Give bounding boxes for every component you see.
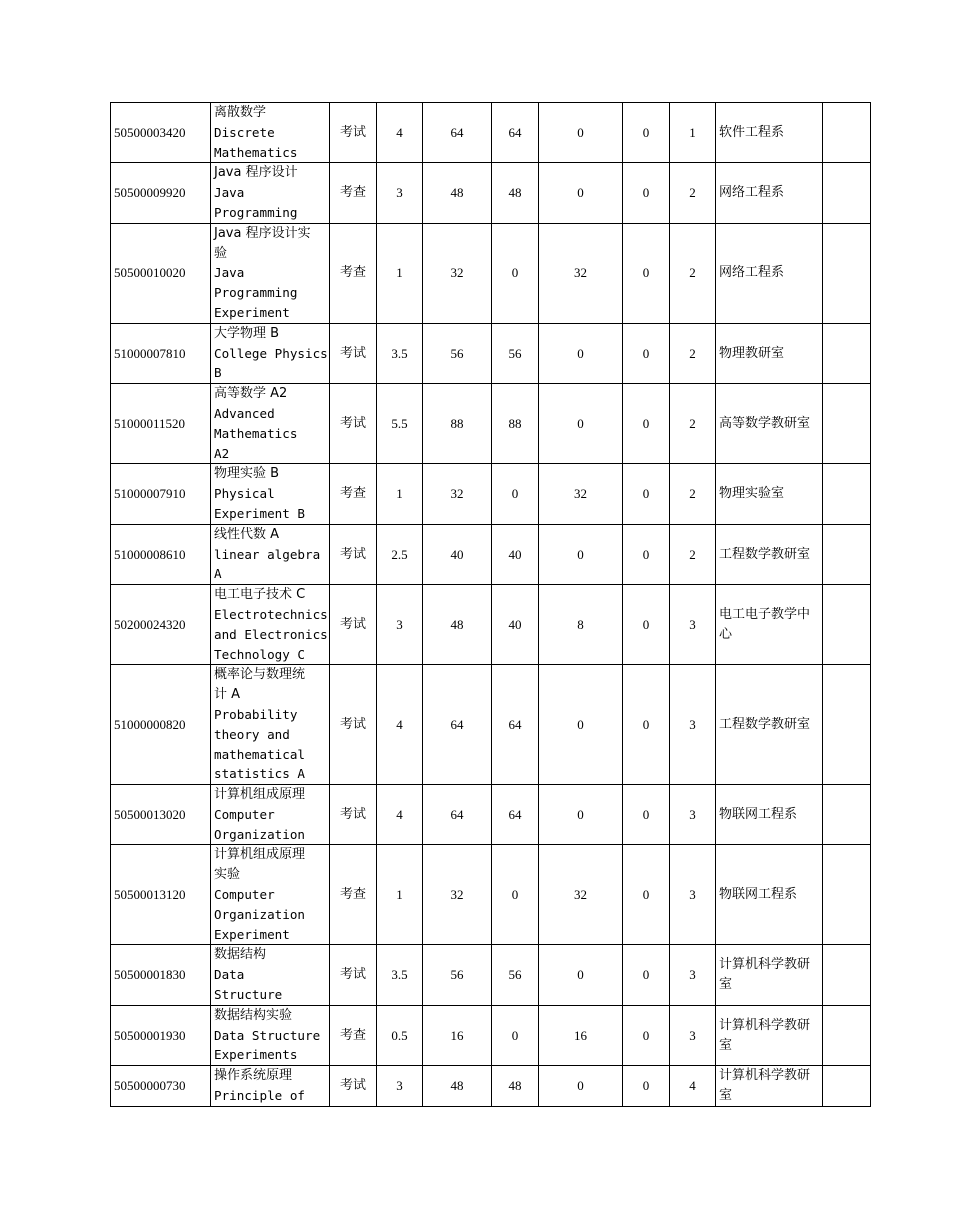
course-name-line: Data (214, 967, 245, 983)
total-hours: 48 (423, 1066, 492, 1107)
course-name-line: statistics A (214, 766, 305, 782)
remark (823, 384, 871, 464)
total-hours: 88 (423, 384, 492, 464)
assessment-type: 考查 (330, 1005, 377, 1065)
course-name-line: Experiments (214, 1047, 298, 1063)
lab-hours: 0 (539, 665, 623, 785)
semester: 1 (670, 103, 716, 163)
total-hours: 40 (423, 524, 492, 584)
lab-hours: 32 (539, 223, 623, 323)
course-name-line: Mathematics (214, 425, 298, 441)
course-code: 50500013020 (111, 785, 211, 845)
other-hours: 0 (623, 323, 670, 383)
credits: 1 (377, 464, 423, 524)
course-name (211, 585, 330, 665)
course-name-line: and Electronics (214, 626, 328, 642)
course-name-line: Experiment (214, 926, 290, 942)
credits: 4 (377, 665, 423, 785)
assessment-type: 考试 (330, 323, 377, 383)
other-hours: 0 (623, 665, 670, 785)
course-name-line: 物理实验 B (214, 466, 280, 482)
assessment-type: 考试 (330, 103, 377, 163)
course-name-line: 概率论与数理统 (214, 667, 306, 683)
course-name-line: Principle of (214, 1088, 305, 1104)
total-hours: 48 (423, 163, 492, 223)
course-row (111, 945, 871, 1005)
course-row (111, 1005, 871, 1065)
course-name-line: Experiment B (214, 505, 305, 521)
lecture-hours: 40 (492, 524, 539, 584)
remark (823, 323, 871, 383)
semester: 3 (670, 945, 716, 1005)
course-row (111, 223, 871, 323)
course-name-line: A (214, 566, 222, 582)
course-name (211, 323, 330, 383)
department: 计算机科学教研室 (716, 1066, 823, 1107)
course-name-line: Computer (214, 806, 275, 822)
department: 网络工程系 (716, 223, 823, 323)
semester: 2 (670, 163, 716, 223)
lecture-hours: 64 (492, 665, 539, 785)
lecture-hours: 0 (492, 845, 539, 945)
assessment-type: 考查 (330, 163, 377, 223)
lab-hours: 0 (539, 384, 623, 464)
credits: 4 (377, 785, 423, 845)
remark (823, 665, 871, 785)
course-code: 51000008610 (111, 524, 211, 584)
course-name (211, 1066, 330, 1107)
credits: 5.5 (377, 384, 423, 464)
lecture-hours: 48 (492, 1066, 539, 1107)
lab-hours: 0 (539, 524, 623, 584)
course-name-line: 电工电子技术 C (214, 587, 306, 603)
credits: 1 (377, 223, 423, 323)
course-name-line: Technology C (214, 646, 305, 662)
course-name-line: Experiment (214, 304, 290, 320)
other-hours: 0 (623, 1066, 670, 1107)
total-hours: 32 (423, 223, 492, 323)
credits: 3.5 (377, 323, 423, 383)
course-name-line: 离散数学 (214, 105, 267, 120)
department: 计算机科学教研室 (716, 945, 823, 1005)
department: 工程数学教研室 (716, 665, 823, 785)
semester: 2 (670, 384, 716, 464)
assessment-type: 考试 (330, 384, 377, 464)
lab-hours: 32 (539, 845, 623, 945)
assessment-type: 考查 (330, 223, 377, 323)
total-hours: 32 (423, 845, 492, 945)
course-code: 50500003420 (111, 103, 211, 163)
course-name (211, 845, 330, 945)
course-name (211, 945, 330, 1005)
course-code: 50500013120 (111, 845, 211, 945)
lecture-hours: 0 (492, 464, 539, 524)
assessment-type: 考试 (330, 524, 377, 584)
assessment-type: 考试 (330, 785, 377, 845)
lab-hours: 0 (539, 163, 623, 223)
lecture-hours: 48 (492, 163, 539, 223)
lecture-hours: 0 (492, 223, 539, 323)
total-hours: 32 (423, 464, 492, 524)
lab-hours: 32 (539, 464, 623, 524)
course-name-line: College Physics (214, 345, 328, 361)
course-name-line: 大学物理 B (214, 325, 280, 341)
course-name-line: Electrotechnics (214, 606, 328, 622)
course-name (211, 785, 330, 845)
course-row (111, 1066, 871, 1107)
other-hours: 0 (623, 384, 670, 464)
credits: 1 (377, 845, 423, 945)
course-table (110, 102, 871, 1107)
lab-hours: 0 (539, 323, 623, 383)
course-name-line: 计算机组成原理 (214, 787, 306, 803)
other-hours: 0 (623, 103, 670, 163)
course-table-body (111, 103, 871, 1107)
department: 计算机科学教研室 (716, 1005, 823, 1065)
other-hours: 0 (623, 223, 670, 323)
course-row (111, 585, 871, 665)
lecture-hours: 64 (492, 785, 539, 845)
credits: 0.5 (377, 1005, 423, 1065)
department: 软件工程系 (716, 103, 823, 163)
other-hours: 0 (623, 945, 670, 1005)
remark (823, 524, 871, 584)
other-hours: 0 (623, 464, 670, 524)
total-hours: 56 (423, 323, 492, 383)
semester: 3 (670, 665, 716, 785)
remark (823, 845, 871, 945)
assessment-type: 考试 (330, 1066, 377, 1107)
lab-hours: 0 (539, 103, 623, 163)
semester: 4 (670, 1066, 716, 1107)
semester: 3 (670, 1005, 716, 1065)
remark (823, 1005, 871, 1065)
course-name-line: 操作系统原理 (214, 1068, 293, 1084)
course-code: 51000007910 (111, 464, 211, 524)
course-name-line: 数据结构实验 (214, 1007, 293, 1023)
course-code: 51000011520 (111, 384, 211, 464)
department: 电工电子教学中心 (716, 585, 823, 665)
course-row (111, 323, 871, 383)
course-name-line: Java 程序设计 (214, 165, 298, 181)
credits: 3 (377, 1066, 423, 1107)
course-name-line: B (214, 365, 222, 381)
course-name-line: Java 程序设计实 (214, 225, 311, 241)
remark (823, 163, 871, 223)
course-name-line: 线性代数 A (214, 526, 280, 542)
course-name (211, 103, 330, 163)
course-code: 51000007810 (111, 323, 211, 383)
lab-hours: 16 (539, 1005, 623, 1065)
course-code: 50200024320 (111, 585, 211, 665)
course-code: 50500009920 (111, 163, 211, 223)
credits: 2.5 (377, 524, 423, 584)
remark (823, 945, 871, 1005)
lecture-hours: 0 (492, 1005, 539, 1065)
course-name-line: Probability (214, 706, 298, 722)
course-name-line: Java (214, 185, 245, 201)
course-name-line: Organization (214, 826, 305, 842)
assessment-type: 考试 (330, 945, 377, 1005)
course-name (211, 464, 330, 524)
other-hours: 0 (623, 1005, 670, 1065)
course-row (111, 163, 871, 223)
course-name-line: 高等数学 A2 (214, 386, 288, 402)
course-row (111, 785, 871, 845)
course-name-line: linear algebra (214, 546, 321, 562)
course-code: 50500000730 (111, 1066, 211, 1107)
course-name-line: 验 (214, 245, 228, 261)
department: 物理教研室 (716, 323, 823, 383)
assessment-type: 考查 (330, 845, 377, 945)
assessment-type: 考试 (330, 585, 377, 665)
course-name-line: A2 (214, 445, 230, 461)
course-name (211, 665, 330, 785)
semester: 2 (670, 223, 716, 323)
course-name (211, 1005, 330, 1065)
other-hours: 0 (623, 163, 670, 223)
total-hours: 64 (423, 103, 492, 163)
other-hours: 0 (623, 524, 670, 584)
assessment-type: 考查 (330, 464, 377, 524)
lab-hours: 8 (539, 585, 623, 665)
semester: 2 (670, 524, 716, 584)
course-name-line: Structure (214, 987, 283, 1003)
lecture-hours: 56 (492, 945, 539, 1005)
course-name-line: Programming (214, 285, 298, 301)
department: 工程数学教研室 (716, 524, 823, 584)
department: 物理实验室 (716, 464, 823, 524)
semester: 2 (670, 323, 716, 383)
remark (823, 223, 871, 323)
department: 网络工程系 (716, 163, 823, 223)
other-hours: 0 (623, 785, 670, 845)
department: 物联网工程系 (716, 785, 823, 845)
total-hours: 16 (423, 1005, 492, 1065)
remark (823, 1066, 871, 1107)
lab-hours: 0 (539, 1066, 623, 1107)
credits: 3 (377, 163, 423, 223)
course-name-line: Advanced (214, 405, 275, 421)
department: 物联网工程系 (716, 845, 823, 945)
credits: 3.5 (377, 945, 423, 1005)
course-code: 50500001930 (111, 1005, 211, 1065)
course-name-line: 计算机组成原理 (214, 847, 306, 863)
course-row (111, 665, 871, 785)
course-name-line: Computer (214, 887, 275, 903)
course-name-line: mathematical (214, 746, 305, 762)
semester: 3 (670, 785, 716, 845)
department: 高等数学教研室 (716, 384, 823, 464)
course-name-line: 数据结构 (214, 947, 267, 963)
lecture-hours: 64 (492, 103, 539, 163)
course-row (111, 464, 871, 524)
credits: 3 (377, 585, 423, 665)
course-name-line: theory and (214, 726, 290, 742)
credits: 4 (377, 103, 423, 163)
total-hours: 64 (423, 665, 492, 785)
lecture-hours: 40 (492, 585, 539, 665)
course-row (111, 103, 871, 163)
remark (823, 464, 871, 524)
assessment-type: 考试 (330, 665, 377, 785)
course-name (211, 524, 330, 584)
other-hours: 0 (623, 845, 670, 945)
course-name-line: 计 A (214, 687, 241, 703)
course-name-line: Organization (214, 906, 305, 922)
total-hours: 64 (423, 785, 492, 845)
course-name (211, 163, 330, 223)
lecture-hours: 56 (492, 323, 539, 383)
lab-hours: 0 (539, 945, 623, 1005)
lecture-hours: 88 (492, 384, 539, 464)
remark (823, 785, 871, 845)
semester: 3 (670, 585, 716, 665)
other-hours: 0 (623, 585, 670, 665)
course-row (111, 384, 871, 464)
course-name-line: Data Structure (214, 1027, 321, 1043)
semester: 3 (670, 845, 716, 945)
remark (823, 585, 871, 665)
total-hours: 48 (423, 585, 492, 665)
course-name-line: 实验 (214, 867, 241, 883)
course-name-line: Programming (214, 204, 298, 220)
course-name-line: Physical (214, 486, 275, 502)
course-name-line: Discrete (214, 124, 275, 140)
course-code: 50500001830 (111, 945, 211, 1005)
course-name (211, 384, 330, 464)
course-code: 51000000820 (111, 665, 211, 785)
remark (823, 103, 871, 163)
course-name (211, 223, 330, 323)
course-code: 50500010020 (111, 223, 211, 323)
course-name-line: Java (214, 265, 245, 281)
course-row (111, 524, 871, 584)
course-row (111, 845, 871, 945)
semester: 2 (670, 464, 716, 524)
total-hours: 56 (423, 945, 492, 1005)
course-name-line: Mathematics (214, 144, 298, 160)
lab-hours: 0 (539, 785, 623, 845)
